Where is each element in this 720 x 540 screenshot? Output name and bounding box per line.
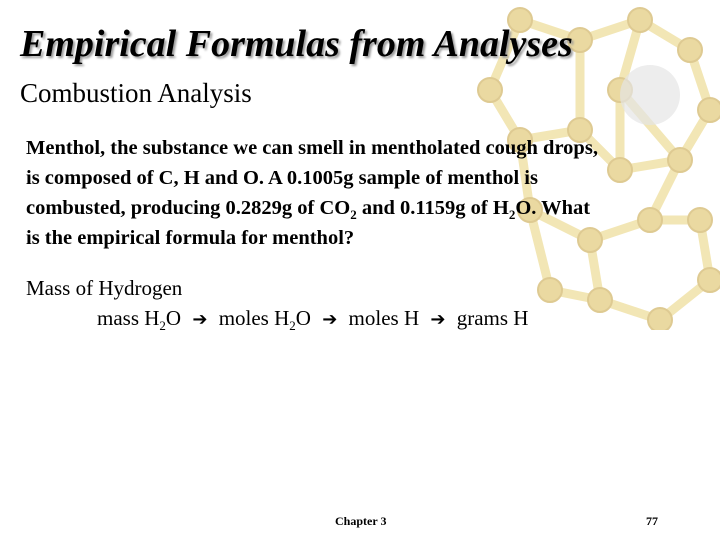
step-moles-h2o: moles $H_2O$ [218,306,311,333]
paragraph-line-4: is the empirical formula for menthol? [26,227,355,249]
paragraph-line-1: Menthol, the substance we can smell in mentholated cough drops, [26,137,598,159]
paragraph-line-2: is composed of C, H and O. A 0.1005g sample of menthol is [26,167,538,189]
problem-paragraph [26,133,706,253]
slide-title: Empirical Formulas from Analyses [20,23,573,65]
slide-subtitle: Combustion Analysis [20,78,252,108]
conversion-path [97,306,528,331]
footer-page-number: 77 [646,514,658,528]
line3-text-b: and 0.1159g of H [356,197,509,219]
step-mass-h2o: mass $H_2O$ [97,306,182,333]
h2o-subscript: 2 [508,207,516,222]
right-arrow-icon: ➔ [430,309,446,330]
step-grams-h: grams H [456,306,529,330]
line3-text-c: O. What [515,197,591,219]
footer-chapter: Chapter 3 [335,514,387,528]
right-arrow-icon: ➔ [192,309,208,330]
step-moles-h: moles H [348,306,420,330]
paragraph-line-3 [26,193,706,223]
right-arrow-icon: ➔ [322,309,338,330]
line3-text-a: combusted, producing 0.2829g of CO [26,197,351,219]
co2-subscript: 2 [350,207,357,222]
mass-of-hydrogen-label: Mass of Hydrogen [26,276,183,300]
